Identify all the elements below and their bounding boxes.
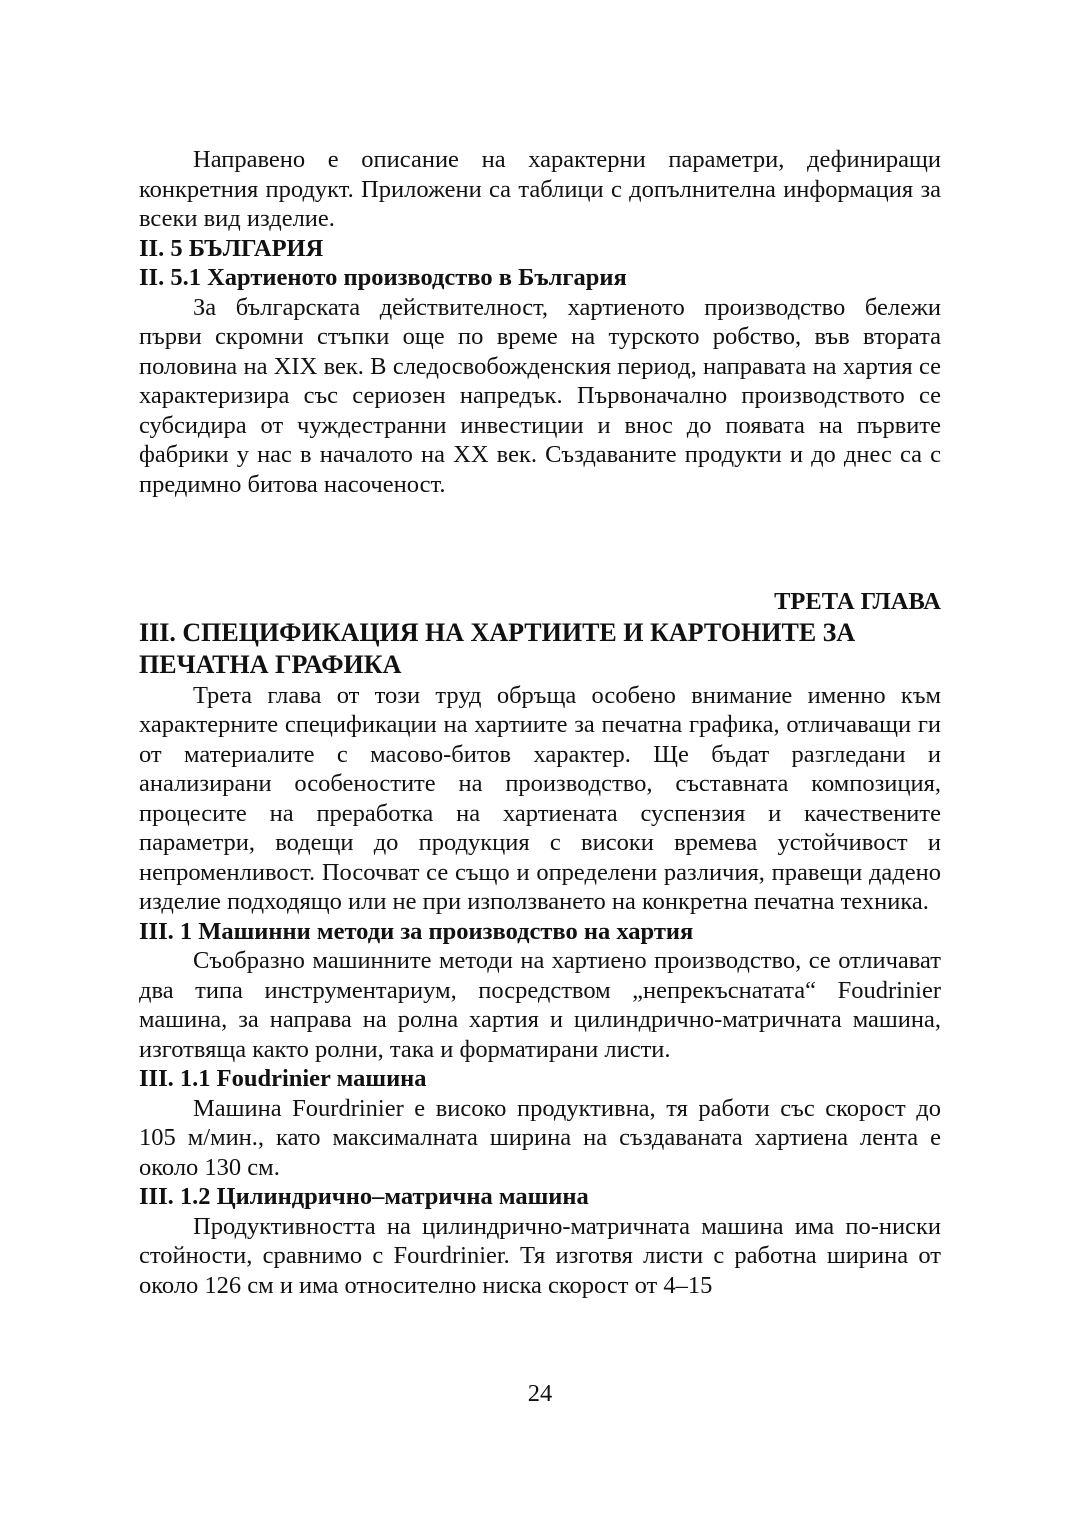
- page-number: 24: [527, 1380, 553, 1407]
- heading-machine-methods: III. 1 Машинни методи за производство на хартия: [139, 917, 694, 945]
- paragraph-chapter-intro: Трета глава от този труд обръща особено внимание именно към характерните спецификации на хартиите за печатна графика, отличаващи ги от материалите с масово-битов характер. Ще бъдат разгледани и анализирани особеностите на производство, съставната композиция, процесите на преработка на хартиената суспензия и качествените параметри, водещи до продукция с високи времева устойчивост и непроменливост. Посочват се също и определени различия, правещи дадено изделие подходящо или не при използването на конкретна печатна техника.: [139, 681, 941, 915]
- paragraph-intro: Направено е описание на характерни параметри, дефиниращи конкретния продукт. Приложени са таблици с допълнителна информация за всеки вид изделие.: [139, 146, 941, 232]
- chapter-title: III. СПЕЦИФИКАЦИЯ НА ХАРТИИТЕ И КАРТОНИТЕ ЗА ПЕЧАТНА ГРАФИКА: [139, 617, 856, 679]
- page-content: [139, 145, 941, 1300]
- heading-cylinder: III. 1.2 Цилиндрично–матрична машина: [139, 1183, 589, 1210]
- paragraph-foudrinier: Машина Fourdrinier е високо продуктивна, тя работи със скорост до 105 м/мин., като максималната ширина на създаваната хартиена лента е около 130 см.: [139, 1094, 941, 1181]
- heading-paper-production-bulgaria: II. 5.1 Хартиеното производство в България: [139, 264, 627, 291]
- paragraph-bulgaria: За българската действителност, хартиеното производство бележи първи скромни стъпки още по време на турското робство, във втората половина на XIX век. В следосвобожденския период, направата на хартия се характеризира със сериозен напредък. Първоначално производството се субсидира от чуждестранни инвестиции и внос до появата на първите фабрики у нас в началото на XX век. Създаваните продукти и до днес са с предимно битова насоченост.: [139, 293, 941, 498]
- paragraph-machine-methods: Съобразно машинните методи на хартиено производство, се отличават два типа инструментариум, посредством „непрекъснатата“ Foudrinier машина, за направа на ролна хартия и цилиндрично-матричната машина, изготвяща както ролни, така и форматирани листи.: [139, 947, 941, 1063]
- heading-bulgaria: II. 5 БЪЛГАРИЯ: [139, 234, 324, 262]
- heading-foudrinier: III. 1.1 Foudrinier машина: [139, 1065, 427, 1092]
- paragraph-cylinder: Продуктивността на цилиндрично-матричната машина има по-ниски стойности, сравнимо с Fourdrinier. Тя изготвя листи с работна ширина от около 126 см и има относително ниска скорост от 4–15: [139, 1212, 941, 1299]
- chapter-label: ТРЕТА ГЛАВА: [774, 588, 941, 615]
